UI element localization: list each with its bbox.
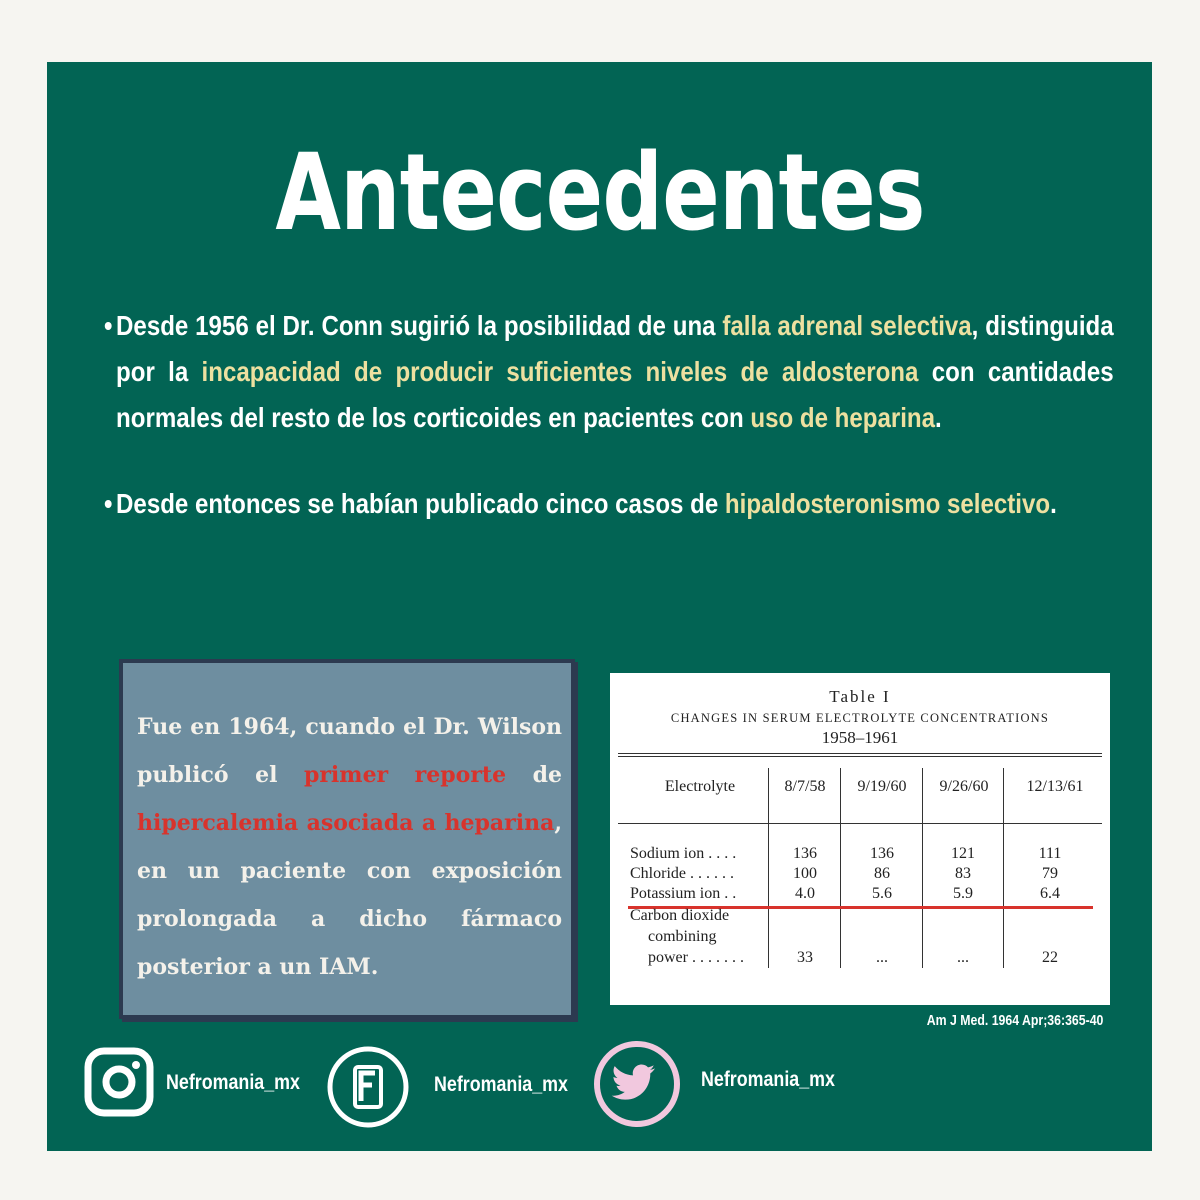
bullet-item-1 xyxy=(104,303,1114,441)
table-cell: 4.0 xyxy=(795,885,815,902)
twitter-glyph xyxy=(593,1040,681,1128)
text-segment: Fue en 1964, cuando el Dr. Wilson publicó el xyxy=(137,714,562,788)
text-segment: . xyxy=(935,402,942,433)
table-title: Table I xyxy=(829,687,891,706)
table-cell: 111 xyxy=(1038,845,1062,862)
text-segment: Desde entonces se habían publicado cinco casos de xyxy=(116,488,725,519)
table-row-label: combining xyxy=(648,928,717,945)
table-row-label: Sodium ion . . . . xyxy=(630,845,737,862)
red-highlight-text: primer reporte xyxy=(303,762,507,788)
citation: Am J Med. 1964 Apr;36:365-40 xyxy=(926,1012,1103,1029)
highlight-text: hipaldosteronismo selectivo xyxy=(724,488,1051,519)
table-cell: 136 xyxy=(870,845,894,862)
bullet-dot: • xyxy=(104,310,113,341)
bullet-text xyxy=(116,310,1114,433)
table-cell: 83 xyxy=(955,865,971,882)
bullet-text xyxy=(116,488,1057,519)
table-cell: ... xyxy=(957,949,969,966)
twitter-handle[interactable]: Nefromania_mx xyxy=(701,1068,835,1091)
facebook-glyph xyxy=(326,1045,410,1129)
history-note-text xyxy=(137,703,562,991)
table-rule-header xyxy=(618,823,1102,824)
table-header-date: 9/19/60 xyxy=(857,778,907,795)
table-cell: 33 xyxy=(797,949,813,966)
table-cell: 100 xyxy=(793,865,817,882)
electrolyte-table-image xyxy=(610,673,1110,1005)
table-rule-top-double xyxy=(618,756,1102,757)
table-row-label: power . . . . . . . xyxy=(648,949,744,966)
twitter-icon[interactable] xyxy=(593,1040,681,1128)
highlight-text: incapacidad de producir suficientes niveles de aldosterona xyxy=(201,356,919,387)
instagram-glyph xyxy=(84,1047,154,1117)
highlight-text: uso de heparina xyxy=(750,402,936,433)
text-segment: . xyxy=(1050,488,1057,519)
instagram-handle[interactable]: Nefromania_mx xyxy=(166,1071,300,1094)
red-highlight-text: hipercalemia asociada a heparina xyxy=(137,810,555,836)
history-note-box xyxy=(119,659,575,1019)
table-cell: 121 xyxy=(951,845,975,862)
table-column-divider xyxy=(840,768,841,968)
table-rule-top xyxy=(618,753,1102,754)
table-cell: 6.4 xyxy=(1040,885,1060,902)
table-header-electrolyte: Electrolyte xyxy=(664,778,736,795)
table-column-divider xyxy=(922,768,923,968)
table-header-date: 9/26/60 xyxy=(939,778,989,795)
text-segment: Desde 1956 el Dr. Conn sugirió la posibilidad de una xyxy=(116,310,723,341)
bullet-item-2 xyxy=(104,481,1114,527)
table-row-label: Potassium ion . . xyxy=(630,885,737,902)
table-row-label: Carbon dioxide xyxy=(630,907,730,924)
table-cell: ... xyxy=(876,949,888,966)
table-column-divider xyxy=(1003,768,1004,968)
table-row-label: Chloride . . . . . . xyxy=(630,865,734,882)
table-subtitle: CHANGES IN SERUM ELECTROLYTE CONCENTRATIONS xyxy=(670,711,1050,725)
facebook-icon[interactable] xyxy=(326,1045,410,1129)
text-segment: , distinguida por la xyxy=(116,310,1114,387)
table-column-divider xyxy=(768,768,769,968)
instagram-icon[interactable] xyxy=(84,1047,154,1117)
text-segment: de xyxy=(506,762,562,788)
table-cell: 136 xyxy=(793,845,817,862)
table-header-date: 8/7/58 xyxy=(784,778,826,795)
bullet-list xyxy=(104,303,1114,567)
table-header-date: 12/13/61 xyxy=(1026,778,1084,795)
table-cell: 79 xyxy=(1042,865,1058,882)
table-cell: 86 xyxy=(874,865,890,882)
page-title: Antecedentes xyxy=(275,131,925,254)
bullet-dot: • xyxy=(104,488,113,519)
table-years: 1958–1961 xyxy=(821,728,899,747)
facebook-handle[interactable]: Nefromania_mx xyxy=(434,1073,568,1096)
text-segment: , en un paciente con exposición prolongada a dicho fármaco posterior a un IAM. xyxy=(137,810,562,980)
highlight-text: falla adrenal selectiva xyxy=(722,310,972,341)
table-cell: 5.6 xyxy=(872,885,892,902)
text-segment: con cantidades normales del resto de los corticoides en pacientes con xyxy=(116,356,1114,433)
table-cell: 22 xyxy=(1042,949,1058,966)
table-cell: 5.9 xyxy=(953,885,973,902)
